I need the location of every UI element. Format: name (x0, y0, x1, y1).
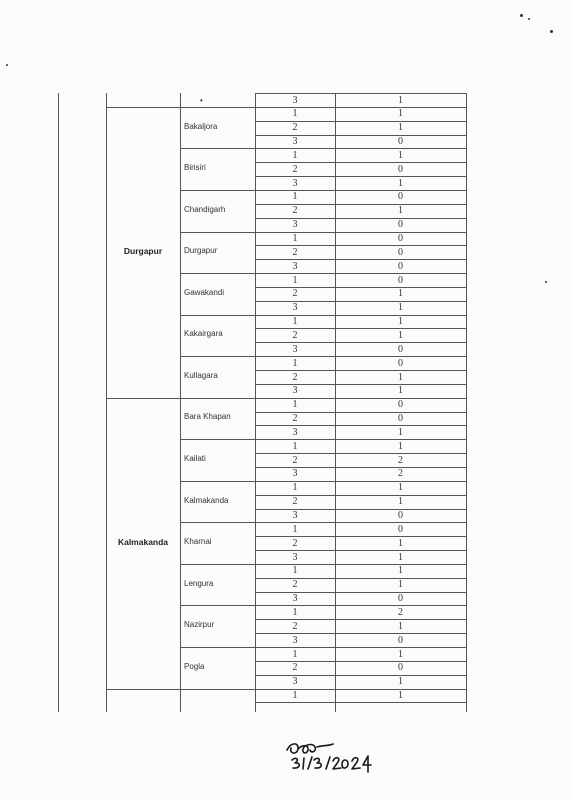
table-column-border (180, 93, 181, 712)
serial-cell: 1 (292, 523, 298, 535)
serial-cell: 1 (292, 440, 298, 452)
union-border (180, 647, 255, 648)
handwritten-signature-icon (283, 738, 373, 782)
serial-cell: 2 (292, 537, 298, 549)
count-cell: 1 (398, 565, 403, 577)
serial-cell: 2 (292, 620, 298, 632)
union-border (180, 190, 255, 191)
serial-cell: 2 (292, 496, 298, 508)
serial-cell: 2 (292, 163, 298, 175)
union-name: Durgapur (184, 246, 218, 256)
serial-cell: 1 (292, 149, 298, 161)
count-cell: 1 (398, 482, 403, 494)
serial-cell: 3 (292, 219, 298, 231)
count-cell: 0 (398, 246, 403, 258)
serial-cell: 2 (292, 288, 298, 300)
count-cell: 1 (398, 579, 403, 591)
table-column-border (106, 93, 107, 712)
union-name: Kakairgara (184, 329, 223, 339)
count-cell: 0 (398, 343, 403, 355)
union-name: • (200, 96, 203, 105)
serial-cell: 2 (292, 246, 298, 258)
count-cell: 1 (398, 288, 403, 300)
serial-cell: 1 (292, 648, 298, 660)
union-border (180, 148, 255, 149)
serial-cell: 1 (292, 316, 298, 328)
serial-cell: 1 (292, 565, 298, 577)
union-name: Kullagara (184, 370, 218, 380)
serial-cell: 2 (292, 579, 298, 591)
count-cell: 0 (398, 634, 403, 646)
count-cell: 1 (398, 440, 403, 452)
table-row-border (255, 702, 466, 703)
union-name: Nazirpur (184, 620, 215, 630)
count-cell: 1 (398, 385, 403, 397)
union-name: Kalmakanda (184, 495, 229, 505)
serial-cell: 3 (292, 260, 298, 272)
union-border (180, 481, 255, 482)
count-cell: 1 (398, 329, 403, 341)
count-cell: 1 (398, 205, 403, 217)
union-border (180, 564, 255, 565)
serial-cell: 1 (292, 482, 298, 494)
serial-cell: 2 (292, 205, 298, 217)
union-name: Bakaljora (184, 121, 218, 131)
count-cell: 1 (398, 620, 403, 632)
upazila-name: Kalmakanda (117, 537, 169, 548)
scan-speck (550, 30, 553, 33)
count-cell: 1 (398, 94, 403, 106)
serial-cell: 1 (292, 191, 298, 203)
serial-cell: 3 (292, 468, 298, 480)
union-border (180, 605, 255, 606)
count-cell: 0 (398, 163, 403, 175)
count-cell: 0 (398, 413, 403, 425)
count-cell: 0 (398, 399, 403, 411)
count-cell: 2 (398, 606, 403, 618)
serial-cell: 2 (292, 454, 298, 466)
count-cell: 0 (398, 136, 403, 148)
count-cell: 1 (398, 149, 403, 161)
count-cell: 1 (398, 108, 403, 120)
count-cell: 1 (398, 426, 403, 438)
serial-cell: 1 (292, 274, 298, 286)
upazila-name: Durgapur (123, 246, 163, 257)
scan-speck (545, 281, 547, 283)
count-cell: 0 (398, 357, 403, 369)
union-border (180, 439, 255, 440)
union-border (180, 522, 255, 523)
serial-cell: 2 (292, 371, 298, 383)
upazila-border (106, 107, 255, 108)
count-cell: 2 (398, 454, 403, 466)
count-cell: 0 (398, 593, 403, 605)
count-cell: 1 (398, 316, 403, 328)
serial-cell: 3 (292, 94, 298, 106)
count-cell: 1 (398, 371, 403, 383)
scan-speck (528, 18, 530, 20)
count-cell: 1 (398, 177, 403, 189)
serial-cell: 2 (292, 122, 298, 134)
serial-cell: 2 (292, 662, 298, 674)
upazila-border (106, 689, 255, 690)
union-border (180, 232, 255, 233)
serial-cell: 3 (292, 634, 298, 646)
serial-cell: 3 (292, 426, 298, 438)
count-cell: 0 (398, 523, 403, 535)
union-name: Pogla (184, 661, 205, 671)
serial-cell: 3 (292, 177, 298, 189)
serial-cell: 2 (292, 413, 298, 425)
count-cell: 1 (398, 302, 403, 314)
serial-cell: 3 (292, 510, 298, 521)
count-cell: 1 (398, 676, 403, 688)
count-cell: 0 (398, 274, 403, 286)
union-border (180, 273, 255, 274)
serial-cell: 3 (292, 676, 298, 688)
serial-cell: 1 (292, 108, 298, 120)
union-name: Kharnai (184, 537, 212, 547)
count-cell: 0 (398, 233, 403, 244)
union-name: Bara Khapan (184, 412, 231, 422)
serial-cell: 3 (292, 343, 298, 355)
serial-cell: 3 (292, 302, 298, 314)
count-cell: 1 (398, 690, 403, 702)
table-column-border (58, 93, 59, 712)
scan-speck (520, 14, 523, 17)
scan-speck (6, 64, 8, 66)
serial-cell: 3 (292, 136, 298, 148)
serial-cell: 2 (292, 329, 298, 341)
union-name: Chandigarh (184, 204, 226, 214)
serial-cell: 1 (292, 399, 298, 411)
count-cell: 0 (398, 260, 403, 272)
serial-cell: 3 (292, 385, 298, 397)
union-name: Kailati (184, 454, 206, 464)
serial-cell: 1 (292, 690, 298, 702)
signature-with-date (283, 738, 373, 782)
serial-cell: 3 (292, 551, 298, 563)
serial-cell: 1 (292, 606, 298, 618)
count-cell: 1 (398, 537, 403, 549)
union-name: Lengura (184, 578, 214, 588)
count-cell: 1 (398, 122, 403, 134)
count-cell: 0 (398, 510, 403, 521)
serial-cell: 1 (292, 233, 298, 244)
union-border (180, 315, 255, 316)
union-name: Birisiri (184, 163, 206, 173)
count-cell: 0 (398, 219, 403, 231)
upazila-border (106, 398, 255, 399)
serial-cell: 3 (292, 593, 298, 605)
union-name: Gawakandi (184, 287, 225, 297)
count-cell: 0 (398, 191, 403, 203)
count-cell: 1 (398, 648, 403, 660)
count-cell: 1 (398, 551, 403, 563)
count-cell: 0 (398, 662, 403, 674)
union-border (180, 356, 255, 357)
count-cell: 2 (398, 468, 403, 480)
serial-cell: 1 (292, 357, 298, 369)
count-cell: 1 (398, 496, 403, 508)
table-column-border (466, 93, 467, 712)
